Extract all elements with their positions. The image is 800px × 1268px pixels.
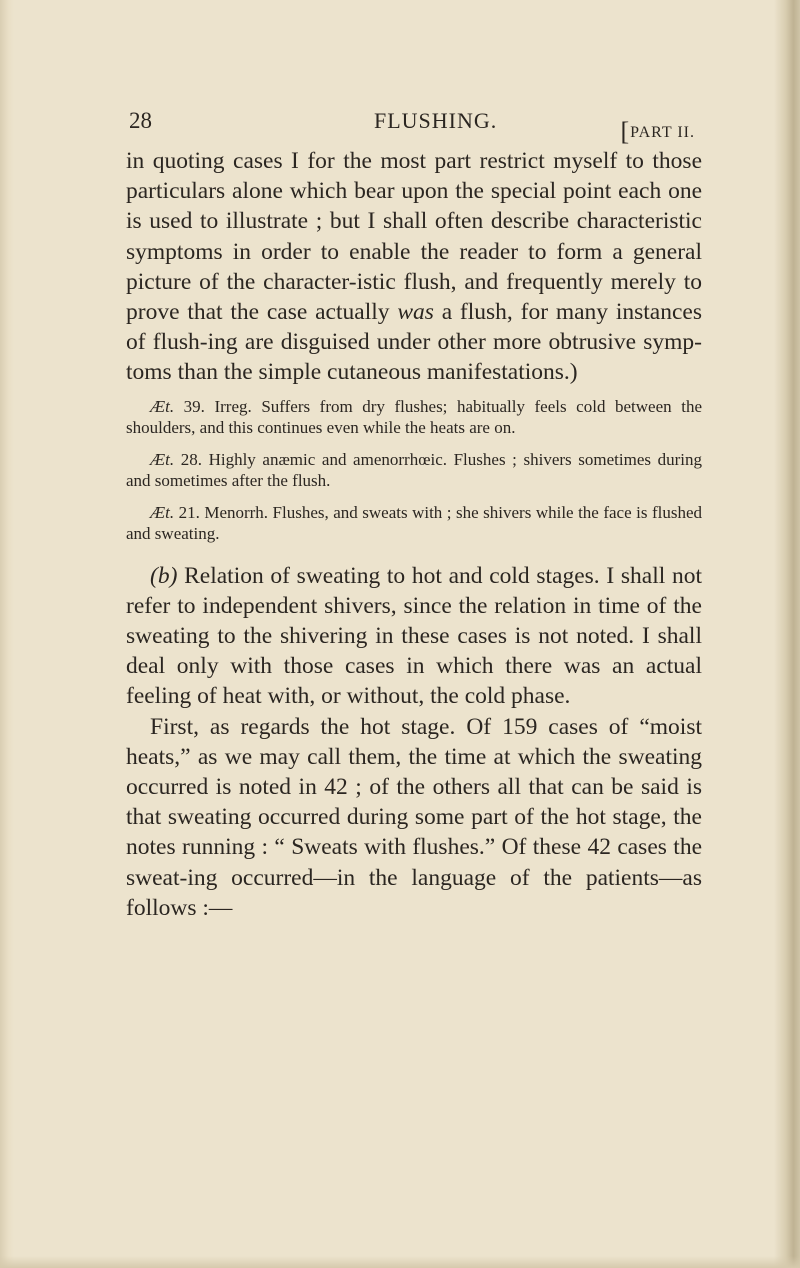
intro-text-start: in quoting cases I for the most part restrict myself to those particulars alone which bear upon the special point each one is used to illustrate ; but I shall often describe characteristic symptoms in order to enable the reader to form a general picture of the character-istic flush, and frequently merely to prove that the case actually [126, 148, 702, 326]
case-age-label: Æt. [150, 449, 175, 469]
page-number: 28 [129, 108, 152, 133]
case-note [126, 502, 702, 545]
hot-stage-paragraph: First, as regards the hot stage. Of 159 cases of “moist heats,” as we may call them, the time at which the sweating occurred is noted in 42 ; of the others all that can be said is that sweating occurred during some part of the hot stage, the notes running : “ Sweats with flushes.” Of these 42 cases the sweat-ing occurred—in the language of the patients—as follows :— [126, 713, 702, 921]
intro-italic-word: was [397, 299, 434, 326]
case-age-label: Æt. [150, 502, 175, 522]
intro-text-end: a flush, for many instances of flush-ing are disguised under other more obtrusive symp-toms than the simple cutaneous manifestations.) [126, 299, 702, 386]
page-body [126, 146, 702, 923]
part-bracket: [ [620, 117, 631, 146]
section-b-text: Relation of sweating to hot and cold stages. I shall not refer to independent shivers, since the relation in time of the sweating to the shivering in these cases is not noted. I shall deal only with those cases in which there was an actual feeling of heat with, or without, the cold phase. [126, 562, 702, 710]
section-b-paragraph [126, 561, 702, 712]
running-title: FLUSHING. [374, 108, 498, 133]
case-age-label: Æt. [150, 396, 175, 416]
page-bottom-shadow [0, 1256, 800, 1268]
case-text: 39. Irreg. Suffers from dry flushes; habitually feels cold between the shoulders, and this continues even while the heats are on. [126, 396, 702, 438]
case-note [126, 449, 702, 492]
intro-paragraph [126, 146, 702, 388]
case-text: 28. Highly anæmic and amenorrhœic. Flushes ; shivers sometimes during and sometimes after the flush. [126, 449, 702, 491]
case-text: 21. Menorrh. Flushes, and sweats with ; she shivers while the face is flushed and sweating. [126, 502, 702, 544]
running-head [129, 108, 695, 144]
section-b-marker: (b) [150, 562, 178, 589]
part-label-text: PART II. [630, 124, 695, 141]
page-left-edge [0, 0, 14, 1268]
case-note [126, 396, 702, 439]
page-right-edge [774, 0, 800, 1268]
part-label [620, 114, 695, 144]
